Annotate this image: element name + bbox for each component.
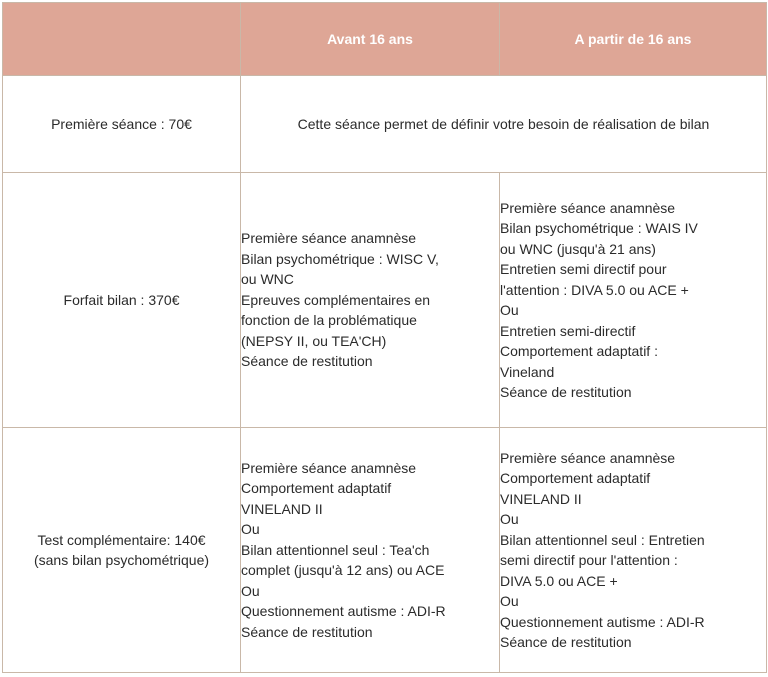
table-header-row (3, 3, 767, 76)
list-item: Bilan attentionnel seul : Tea'ch (241, 541, 430, 558)
list-item: Première séance anamnèse (500, 199, 676, 216)
list-item: Ou (500, 511, 519, 527)
list-item: Questionnement autisme : ADI-R (500, 613, 705, 630)
label-line: (sans bilan psychométrique) (33, 552, 210, 568)
list-item: Séance de restitution (241, 353, 373, 370)
list-item: Bilan psychométrique : WISC V, (241, 250, 439, 267)
list-item: Ou (500, 302, 519, 318)
forfait-after-16-cell (500, 173, 767, 428)
list-item: Bilan attentionnel seul : Entretien (500, 531, 705, 548)
list-item: VINELAND II (500, 490, 582, 507)
list-item: ou WNC (jusqu'à 21 ans) (500, 240, 656, 257)
list-item: DIVA 5.0 ou ACE + (500, 572, 618, 589)
pricing-table (2, 2, 767, 673)
list-item: Entretien semi directif pour (500, 261, 667, 277)
list-item: Première séance anamnèse (241, 459, 417, 476)
header-blank-cell (3, 3, 241, 76)
list-item: semi directif pour l'attention : (500, 552, 678, 568)
list-item: Epreuves complémentaires en (241, 291, 431, 308)
header-after-16: A partir de 16 ans (500, 3, 767, 76)
list-item: l'attention : DIVA 5.0 ou ACE + (500, 281, 689, 298)
list-item: Entretien semi-directif (500, 322, 636, 339)
list-item: Ou (500, 593, 519, 609)
table-row (3, 428, 767, 673)
row-label-test-complementaire (3, 428, 241, 673)
list-item: Séance de restitution (241, 623, 373, 640)
list-item: complet (jusqu'à 12 ans) ou ACE (241, 562, 445, 579)
table-row (3, 76, 767, 173)
list-item: Comportement adaptatif : (500, 343, 658, 359)
test-after-16-cell (500, 428, 767, 673)
list-item: fonction de la problématique (241, 312, 417, 329)
list-item: Comportement adaptatif (500, 470, 651, 486)
row-label-premiere-seance: Première séance : 70€ (3, 76, 241, 173)
list-item: VINELAND II (241, 500, 323, 517)
test-before-16-cell (241, 428, 500, 673)
list-item: Séance de restitution (500, 634, 632, 650)
list-item: Ou (241, 582, 260, 599)
list-item: Comportement adaptatif (241, 480, 392, 497)
list-item: Première séance anamnèse (241, 230, 417, 247)
list-item: Vineland (500, 363, 555, 380)
list-item: Bilan psychométrique : WAIS IV (500, 220, 698, 236)
list-item: ou WNC (241, 271, 294, 288)
merged-description: Cette séance permet de définir votre besoin de réalisation de bilan (241, 76, 767, 173)
row-label-forfait-bilan: Forfait bilan : 370€ (3, 173, 241, 428)
list-item: Ou (241, 521, 260, 538)
list-item: Séance de restitution (500, 384, 632, 400)
list-item: Première séance anamnèse (500, 449, 676, 466)
list-item: Questionnement autisme : ADI-R (241, 603, 446, 620)
table-row (3, 173, 767, 428)
header-before-16: Avant 16 ans (241, 3, 500, 76)
forfait-before-16-cell (241, 173, 500, 428)
list-item: (NEPSY II, ou TEA'CH) (241, 332, 387, 349)
label-line: Test complémentaire: 140€ (37, 531, 206, 548)
